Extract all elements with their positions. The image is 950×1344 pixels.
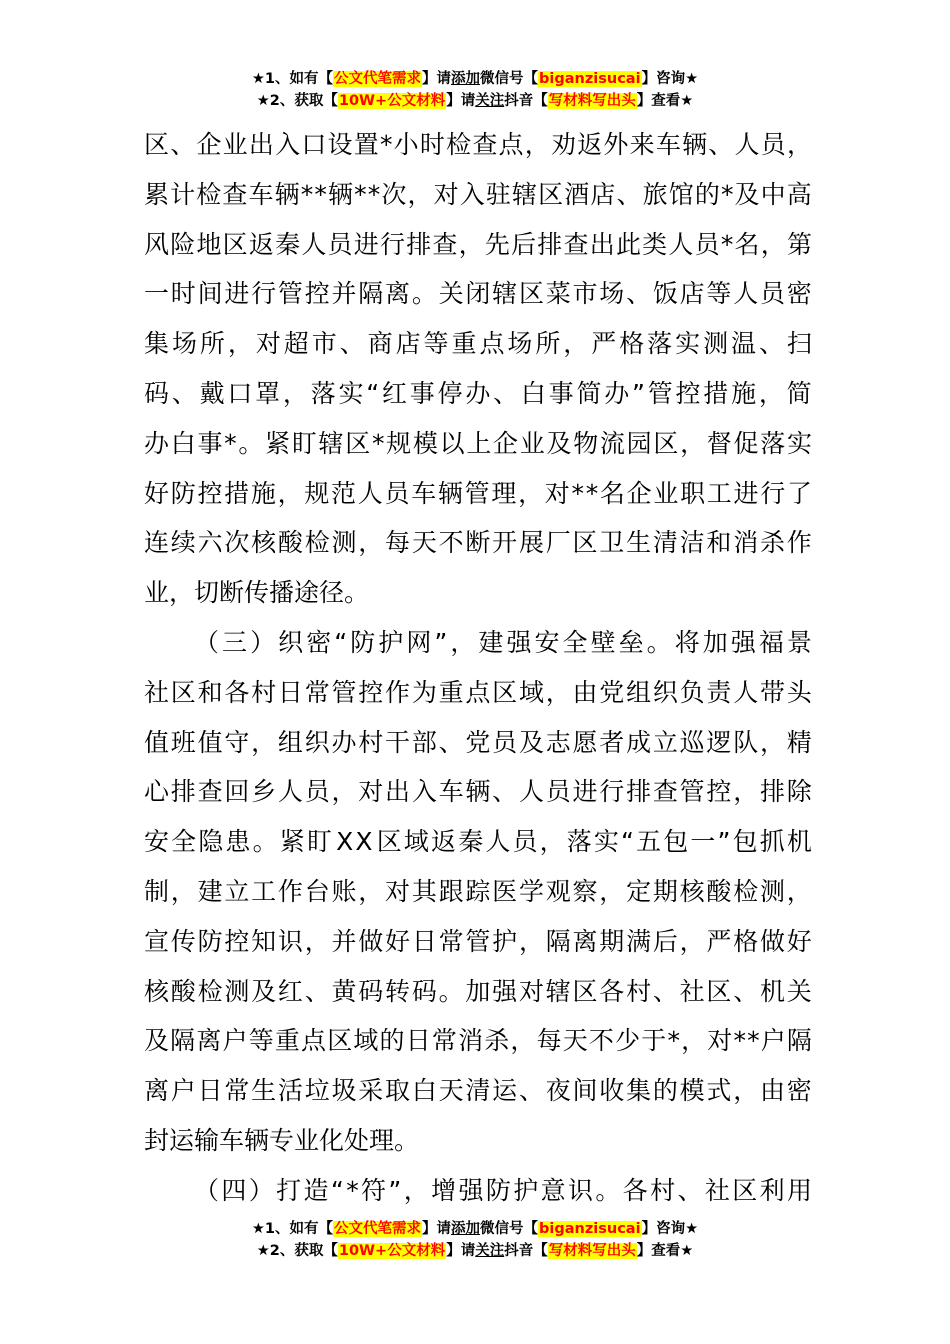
section-heading-line: （ 四 ） 打 造 “ * 符 ” ， 增 强 防 护 意 识 。 各 村 、 社 区 利 用 (194, 1175, 812, 1205)
banner-text: 】请 (422, 71, 452, 87)
wechat-id: biganzisucai (539, 71, 641, 87)
text-line: 封运输车辆专业化处理。 (144, 1125, 420, 1155)
banner-text: 】请 (446, 1243, 476, 1259)
text-line: 累 计 检 查 车 辆 * * 辆 * * 次 ， 对 入 驻 辖 区 酒 店 、 旅 馆 的 * 及 中 高 (144, 179, 812, 209)
text-line: 及 隔 离 户 等 重 点 区 域 的 日 常 消 杀 ， 每 天 不 少 于 * ， 对 * * 户 隔 (144, 1026, 812, 1056)
text-line: 办 白 事 * 。 紧 盯 辖 区 * 规 模 以 上 企 业 及 物 流 园 区 ， 督 促 落 实 (144, 428, 812, 458)
footer-banner-line-2 (0, 1240, 950, 1262)
text-line: 码 、 戴 口 罩 ， 落 实 “ 红 事 停 办 、 白 事 简 办 ” 管 控 措 施 ， 简 (144, 378, 812, 408)
text-line: 业，切断传播途径。 (144, 578, 370, 608)
text-line: 一 时 间 进 行 管 控 并 隔 离 。 关 闭 辖 区 菜 市 场 、 饭 店 等 人 员 密 (144, 279, 812, 309)
underlined-text: 关注 (475, 1243, 505, 1259)
banner-text: ★2、获取【 (256, 93, 338, 109)
wechat-id: biganzisucai (539, 1221, 641, 1237)
banner-text: ★2、获取【 (256, 1243, 338, 1259)
banner-text: 】查看★ (636, 1243, 694, 1259)
header-banner-line-2 (0, 90, 950, 112)
banner-text: 】咨询★ (641, 1221, 699, 1237)
text-line: 区 、 企 业 出 入 口 设 置 * 小 时 检 查 点 ， 劝 返 外 来 车 辆 、 人 员 ， (144, 130, 812, 159)
document-body (144, 120, 812, 1216)
text-line: 离 户 日 常 生 活 垃 圾 采 取 白 天 清 运 、 夜 间 收 集 的 模 式 ， 由 密 (144, 1076, 812, 1106)
text-line: 值 班 值 守 ， 组 织 办 村 干 部 、 党 员 及 志 愿 者 成 立 巡 逻 队 ， 精 (144, 727, 812, 757)
footer-banner-line-1 (0, 1218, 950, 1240)
banner-text: 微信号【 (480, 71, 539, 87)
banner-text: 】查看★ (636, 93, 694, 109)
header-banner-line-1 (0, 68, 950, 90)
underlined-text: 添加 (451, 71, 481, 87)
highlight-text: 10W+公文材料 (338, 1243, 446, 1259)
highlight-text: 公文代笔需求 (334, 1221, 422, 1237)
text-line: 集 场 所 ， 对 超 市 、 商 店 等 重 点 场 所 ， 严 格 落 实 测 温 、 扫 (144, 329, 812, 359)
banner-text: 】请 (446, 93, 476, 109)
text-line: 社 区 和 各 村 日 常 管 控 作 为 重 点 区 域 ， 由 党 组 织 负 责 人 带 头 (144, 677, 812, 707)
text-line: 宣 传 防 控 知 识 ， 并 做 好 日 常 管 护 ， 隔 离 期 满 后 ， 严 格 做 好 (144, 926, 812, 956)
banner-text: 】咨询★ (641, 71, 699, 87)
banner-text: 抖音【 (504, 93, 548, 109)
text-line: 连 续 六 次 核 酸 检 测 ， 每 天 不 断 开 展 厂 区 卫 生 清 洁 和 消 杀 作 (144, 528, 812, 558)
header-banner (0, 68, 950, 112)
banner-text: 】请 (422, 1221, 452, 1237)
text-line: 核 酸 检 测 及 红 、 黄 码 转 码 。 加 强 对 辖 区 各 村 、 社 区 、 机 关 (144, 976, 812, 1006)
section-heading-line: （ 三 ） 织 密 “ 防 护 网 ” ， 建 强 安 全 壁 垒 。 将 加 强 福 景 (194, 627, 812, 657)
banner-text: ★1、如有【 (251, 71, 334, 87)
banner-text: 微信号【 (480, 1221, 539, 1237)
underlined-text: 添加 (451, 1221, 481, 1237)
text-line: 制 ， 建 立 工 作 台 账 ， 对 其 跟 踪 医 学 观 察 ， 定 期 核 酸 检 测 ， (144, 876, 812, 906)
banner-text: 抖音【 (504, 1243, 548, 1259)
text-line: 风 险 地 区 返 秦 人 员 进 行 排 查 ， 先 后 排 查 出 此 类 人 员 * 名 ， 第 (144, 229, 812, 259)
text-line: 心 排 查 回 乡 人 员 ， 对 出 入 车 辆 、 人 员 进 行 排 查 管 控 ， 排 除 (144, 777, 812, 807)
douyin-account: 写材料写出头 (548, 93, 636, 109)
highlight-text: 公文代笔需求 (334, 71, 422, 87)
underlined-text: 关注 (475, 93, 505, 109)
douyin-account: 写材料写出头 (548, 1243, 636, 1259)
banner-text: ★1、如有【 (251, 1221, 334, 1237)
text-line: 好 防 控 措 施 ， 规 范 人 员 车 辆 管 理 ， 对 * * 名 企 业 职 工 进 行 了 (144, 478, 812, 508)
highlight-text: 10W+公文材料 (338, 93, 446, 109)
text-line: 安 全 隐 患 。 紧 盯 X X 区 域 返 秦 人 员 ， 落 实 “ 五 包 一 ” 包 抓 机 (144, 827, 812, 857)
footer-banner (0, 1218, 950, 1262)
